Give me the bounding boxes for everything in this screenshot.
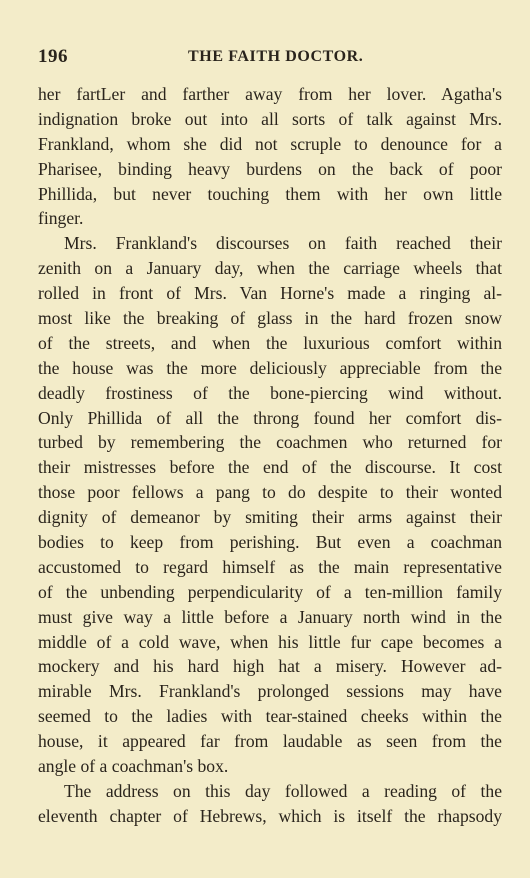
- text-line: turbed by remembering the coachmen who returned for: [38, 432, 502, 453]
- text-line: dignity of demeanor by smiting their arms against their: [38, 507, 502, 528]
- page-number: 196: [38, 46, 68, 67]
- text-line: eleventh chapter of Hebrews, which is itself the rhapsody: [38, 805, 502, 826]
- text-line: their mistresses before the end of the discourse. It cost: [38, 457, 502, 478]
- paragraph: [38, 231, 502, 779]
- text-line: middle of a cold wave, when his little fur cape becomes a: [38, 631, 502, 652]
- text-line: indignation broke out into all sorts of talk against Mrs.: [38, 108, 502, 129]
- text-line: Pharisee, binding heavy burdens on the back of poor: [38, 158, 502, 179]
- text-line: her fartLer and farther away from her lover. Agatha's: [38, 84, 502, 104]
- text-line: finger.: [38, 208, 84, 229]
- text-line: those poor fellows a pang to do despite to their wonted: [38, 482, 502, 503]
- text-line: zenith on a January day, when the carriage wheels that: [38, 258, 502, 279]
- paragraph: [38, 779, 502, 829]
- text-line: rolled in front of Mrs. Van Horne's made a ringing al-: [38, 283, 502, 304]
- body-text: [38, 82, 502, 829]
- text-line: of the unbending perpendicularity of a ten-million family: [38, 581, 502, 602]
- text-line: mirable Mrs. Frankland's prolonged sessions may have: [38, 681, 502, 702]
- text-line: must give way a little before a January north wind in the: [38, 606, 502, 627]
- text-line: the house was the more deliciously appreciable from the: [38, 357, 502, 378]
- text-line: most like the breaking of glass in the hard frozen snow: [38, 308, 502, 329]
- text-line: seemed to the ladies with tear-stained cheeks within the: [38, 706, 502, 727]
- paragraph: [38, 82, 502, 231]
- text-line: bodies to keep from perishing. But even a coachman: [38, 532, 502, 553]
- text-line: mockery and his hard high hat a misery. However ad-: [38, 656, 502, 677]
- running-title: THE FAITH DOCTOR.: [188, 48, 364, 65]
- text-line: of the streets, and when the luxurious comfort within: [38, 332, 502, 353]
- text-line: Mrs. Frankland's discourses on faith reached their: [64, 233, 502, 254]
- text-line: The address on this day followed a reading of the: [64, 780, 502, 801]
- text-line: accustomed to regard himself as the main representative: [38, 556, 502, 577]
- running-head: [38, 38, 502, 68]
- text-line: angle of a coachman's box.: [38, 756, 229, 777]
- text-line: Frankland, whom she did not scruple to denounce for a: [38, 133, 502, 154]
- text-line: Only Phillida of all the throng found her comfort dis-: [38, 407, 502, 428]
- text-line: deadly frostiness of the bone-piercing wind without.: [38, 382, 502, 403]
- text-line: house, it appeared far from laudable as seen from the: [38, 731, 502, 752]
- text-line: Phillida, but never touching them with her own little: [38, 183, 502, 204]
